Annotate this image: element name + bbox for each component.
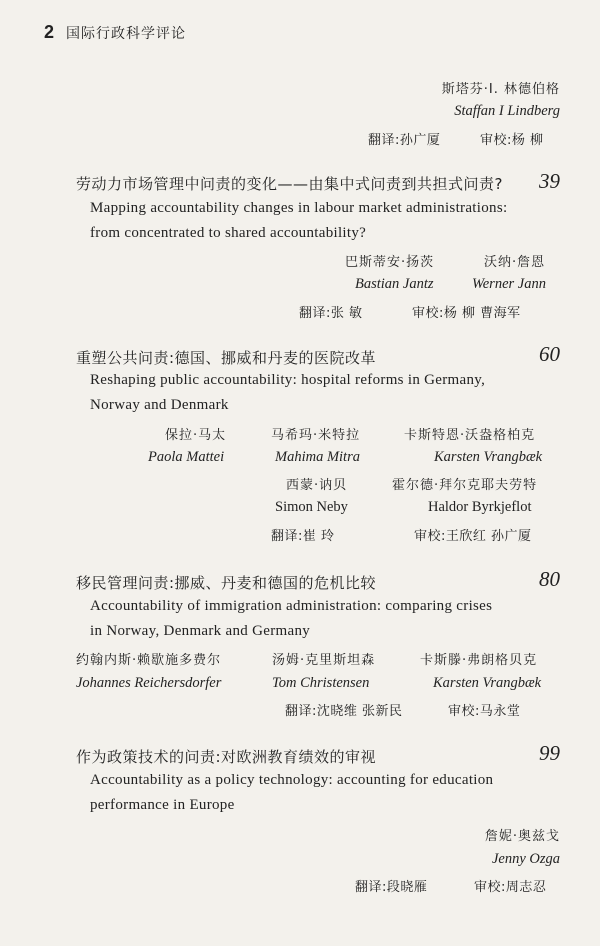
article-2-author-en-5: Haldor Byrkjeflot bbox=[428, 499, 532, 515]
intro-reviewer: 审校:杨 柳 bbox=[480, 133, 544, 148]
article-1-reviewer: 审校:杨 柳 曹海军 bbox=[412, 306, 521, 321]
article-3-title-en-1: Accountability of immigration administration: comparing crises bbox=[90, 598, 493, 614]
journal-title: 国际行政科学评论 bbox=[66, 26, 187, 42]
article-2-author-cn-4: 西蒙·讷贝 bbox=[286, 478, 348, 493]
article-3-author-en-2: Tom Christensen bbox=[272, 675, 370, 691]
page-header bbox=[44, 22, 186, 43]
article-1-page: 39 bbox=[539, 169, 560, 193]
article-1-author-en-2: Werner Jann bbox=[472, 276, 546, 292]
article-2-reviewer: 审校:王欣红 孙广厦 bbox=[414, 529, 532, 544]
article-2-author-en-4: Simon Neby bbox=[275, 499, 348, 515]
article-4-title-cn: 作为政策技术的问责:对欧洲教育绩效的审视 bbox=[76, 748, 377, 766]
article-2-author-cn-5: 霍尔德·拜尔克耶夫劳特 bbox=[392, 478, 538, 493]
intro-author-en: Staffan I Lindberg bbox=[454, 103, 560, 119]
article-2-author-en-1: Paola Mattei bbox=[148, 449, 225, 465]
article-3-page: 80 bbox=[539, 567, 560, 591]
article-1-translator: 翻译:张 敏 bbox=[299, 306, 363, 321]
article-3-title-en-2: in Norway, Denmark and Germany bbox=[90, 623, 311, 639]
article-1-title-cn: 劳动力市场管理中问责的变化——由集中式问责到共担式问责? bbox=[76, 175, 503, 193]
article-2-author-cn-3: 卡斯特恩·沃盎格柏克 bbox=[404, 428, 536, 443]
intro-translator: 翻译:孙广厦 bbox=[368, 133, 441, 148]
article-3-reviewer: 审校:马永堂 bbox=[448, 704, 521, 719]
article-3-author-en-1: Johannes Reichersdorfer bbox=[76, 675, 222, 691]
article-4-title-en-1: Accountability as a policy technology: accounting for education bbox=[90, 772, 494, 788]
article-4-author-cn-1: 詹妮·奥兹戈 bbox=[484, 829, 560, 844]
article-2-title-en-1: Reshaping public accountability: hospital reforms in Germany, bbox=[90, 372, 486, 388]
article-1-author-cn-2: 沃纳·詹恩 bbox=[484, 255, 546, 270]
article-3-title-cn: 移民管理问责:挪威、丹麦和德国的危机比较 bbox=[76, 574, 377, 592]
page-number: 2 bbox=[44, 22, 55, 42]
article-2-author-en-3: Karsten Vrangbæk bbox=[434, 449, 543, 465]
article-2-title-cn: 重塑公共问责:德国、挪威和丹麦的医院改革 bbox=[76, 349, 377, 367]
article-1-title-en-1: Mapping accountability changes in labour market administrations: bbox=[90, 200, 508, 216]
article-2-page: 60 bbox=[539, 342, 560, 366]
article-1-author-en-1: Bastian Jantz bbox=[355, 276, 434, 292]
article-3-translator: 翻译:沈晓维 张新民 bbox=[285, 704, 403, 719]
article-3-author-cn-2: 汤姆·克里斯坦森 bbox=[272, 653, 376, 668]
article-4-title-en-2: performance in Europe bbox=[90, 797, 235, 813]
article-1-title-en-2: from concentrated to shared accountability? bbox=[90, 225, 367, 241]
article-3-author-cn-1: 约翰内斯·赖歇施多费尔 bbox=[76, 653, 222, 668]
intro-author-cn: 斯塔芬·I. 林德伯格 bbox=[441, 82, 560, 97]
article-1-author-cn-1: 巴斯蒂安·扬茨 bbox=[345, 255, 435, 270]
article-3-author-en-3: Karsten Vrangbæk bbox=[433, 675, 542, 691]
article-2-translator: 翻译:崔 玲 bbox=[271, 529, 335, 544]
article-2-author-cn-1: 保拉·马太 bbox=[165, 428, 227, 443]
article-4-page: 99 bbox=[539, 741, 560, 765]
article-4-translator: 翻译:段晓雁 bbox=[355, 880, 428, 895]
article-4-reviewer: 审校:周志忍 bbox=[474, 880, 547, 895]
article-3-author-cn-3: 卡斯滕·弗朗格贝克 bbox=[420, 653, 538, 668]
article-2-author-en-2: Mahima Mitra bbox=[275, 449, 360, 465]
article-2-author-cn-2: 马希玛·米特拉 bbox=[271, 428, 361, 443]
article-4-author-en-1: Jenny Ozga bbox=[491, 851, 560, 867]
article-2-title-en-2: Norway and Denmark bbox=[90, 397, 229, 413]
